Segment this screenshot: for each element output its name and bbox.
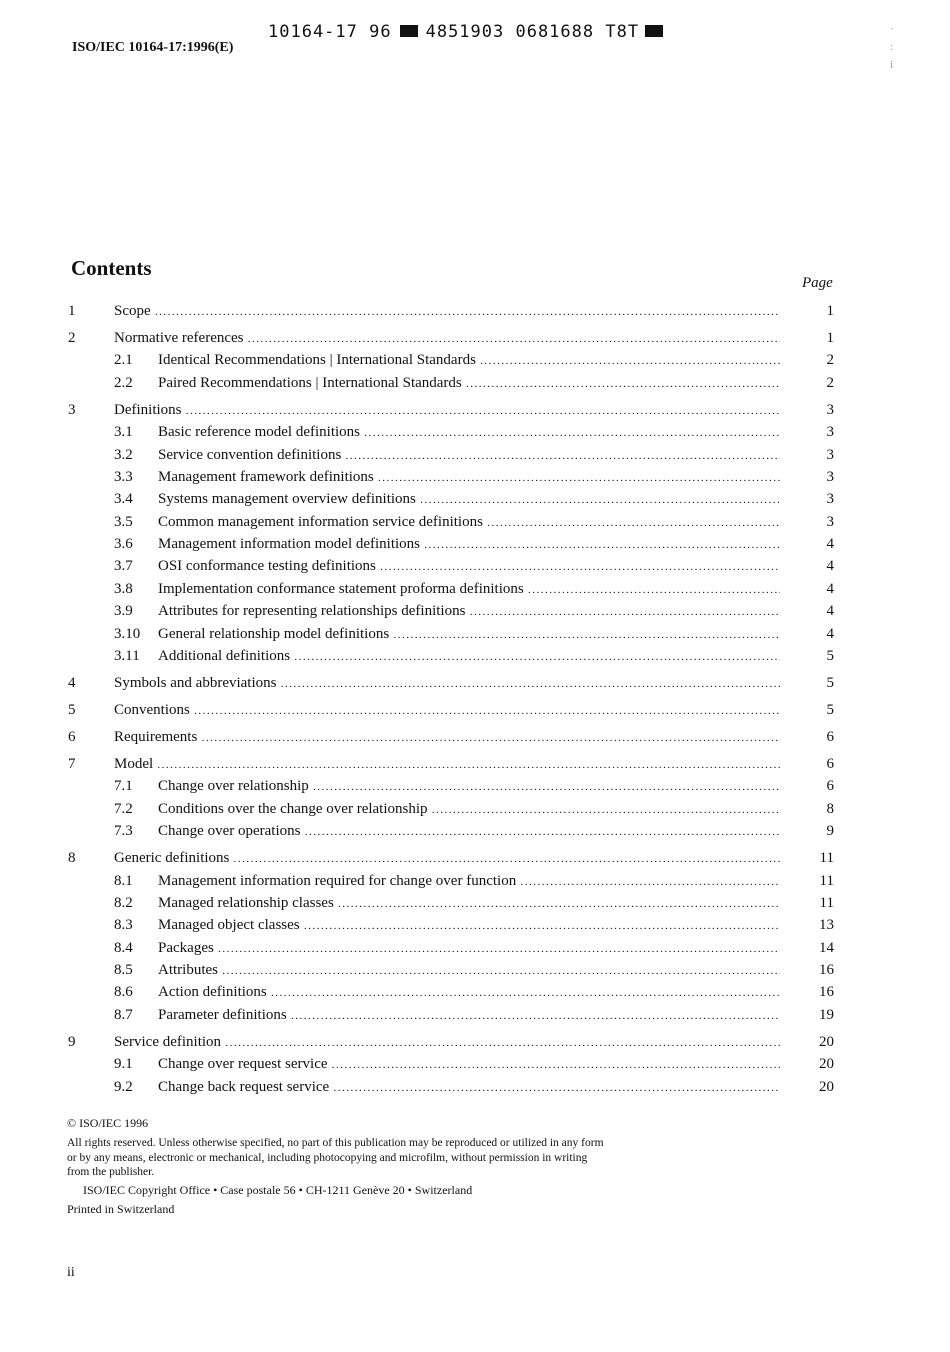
toc-entry[interactable] bbox=[68, 981, 848, 1003]
toc-entry-title: Service definition ..... bbox=[114, 1031, 780, 1054]
toc-entry-number: 3.9 bbox=[114, 603, 133, 620]
toc-entry-page: 16 bbox=[819, 962, 834, 979]
toc-entry-title: Packages ..... bbox=[158, 937, 780, 960]
toc-entry[interactable] bbox=[68, 1076, 848, 1098]
toc-entry-number: 3.6 bbox=[114, 536, 133, 553]
barcode-block bbox=[400, 25, 418, 37]
toc-entry-page: 4 bbox=[826, 603, 834, 620]
toc-entry-page: 6 bbox=[826, 778, 834, 795]
toc-entry[interactable] bbox=[68, 327, 848, 349]
toc-entry-page: 6 bbox=[826, 729, 834, 745]
toc-entry-page: 11 bbox=[819, 872, 834, 889]
toc-entry-title: Parameter definitions ..... bbox=[158, 1004, 780, 1027]
toc-entry-page: 5 bbox=[826, 648, 834, 665]
toc-entry-title: Change over request service ..... bbox=[158, 1053, 780, 1076]
toc-entry-page: 5 bbox=[826, 702, 834, 719]
toc-entry-number: 8.1 bbox=[114, 872, 133, 889]
page-column-label: Page bbox=[802, 275, 833, 291]
toc-entry-page: 3 bbox=[826, 513, 834, 530]
toc-entry[interactable] bbox=[68, 1031, 848, 1053]
toc-entry-page: 19 bbox=[819, 1006, 834, 1023]
toc-entry-title: Managed relationship classes ..... bbox=[158, 892, 780, 915]
toc-entry-page: 11 bbox=[819, 894, 834, 911]
toc-entry-title: Additional definitions ..... bbox=[158, 645, 780, 668]
toc-entry-page: 8 bbox=[826, 800, 834, 817]
toc-entry-title: Management information required for change over function ..... bbox=[158, 870, 780, 893]
barcode-block-end bbox=[645, 25, 663, 37]
toc-entry[interactable] bbox=[68, 726, 848, 748]
toc-entry[interactable] bbox=[68, 870, 848, 892]
toc-entry-number: 3.10 bbox=[114, 625, 141, 642]
toc-entry[interactable] bbox=[68, 798, 848, 820]
toc-entry-page: 1 bbox=[826, 303, 834, 319]
toc-entry-title: General relationship model definitions ..... bbox=[158, 623, 780, 646]
toc-entry-page: 20 bbox=[819, 1056, 834, 1073]
toc-entry[interactable] bbox=[68, 466, 848, 488]
toc-entry-title: Management information model definitions ..... bbox=[158, 533, 780, 556]
toc-entry-title: Attributes for representing relationships definitions ..... bbox=[158, 600, 780, 623]
toc-entry[interactable] bbox=[68, 1004, 848, 1026]
toc-entry-page: 9 bbox=[826, 823, 834, 840]
copyright-line: © ISO/IEC 1996 bbox=[67, 1116, 149, 1130]
toc-entry-number: 5 bbox=[68, 702, 76, 719]
toc-entry-title: Identical Recommendations | International Standards ..... bbox=[158, 349, 780, 372]
contents-heading: Contents bbox=[71, 256, 152, 280]
toc-entry-number: 9 bbox=[68, 1033, 76, 1050]
page-number: ii bbox=[67, 1265, 75, 1280]
toc-entry[interactable] bbox=[68, 372, 848, 394]
toc-entry[interactable] bbox=[68, 488, 848, 510]
toc-entry-number: 9.1 bbox=[114, 1056, 133, 1073]
toc-entry-title: Systems management overview definitions ..... bbox=[158, 488, 780, 511]
toc-entry-title: Conditions over the change over relationship ..... bbox=[158, 798, 780, 821]
toc-entry-page: 4 bbox=[826, 580, 834, 597]
toc-entry[interactable] bbox=[68, 699, 848, 721]
toc-entry-number: 2 bbox=[68, 329, 76, 346]
toc-entry-title: Generic definitions ..... bbox=[114, 847, 780, 870]
toc-entry[interactable] bbox=[68, 555, 848, 577]
toc-entry-title: Service convention definitions ..... bbox=[158, 444, 780, 467]
toc-entry[interactable] bbox=[68, 645, 848, 667]
toc-entry-title: Model ..... bbox=[114, 753, 780, 776]
toc-entry-title: Symbols and abbreviations ..... bbox=[114, 672, 780, 695]
toc-entry[interactable] bbox=[68, 444, 848, 466]
toc-entry-number: 8.7 bbox=[114, 1006, 133, 1023]
toc-entry[interactable] bbox=[68, 578, 848, 600]
toc-entry-number: 8.6 bbox=[114, 984, 133, 1001]
toc-entry-title: Conventions ..... bbox=[114, 699, 780, 722]
toc-entry-number: 6 bbox=[68, 729, 76, 745]
toc-entry-page: 4 bbox=[826, 536, 834, 553]
toc-entry-page: 20 bbox=[819, 1033, 834, 1050]
toc-entry-title: OSI conformance testing definitions ..... bbox=[158, 555, 780, 578]
toc-entry[interactable] bbox=[68, 623, 848, 645]
toc-entry-title: Change back request service ..... bbox=[158, 1076, 780, 1099]
printed-in: Printed in Switzerland bbox=[67, 1202, 175, 1216]
toc-entry[interactable] bbox=[68, 421, 848, 443]
toc-entry-page: 11 bbox=[819, 850, 834, 867]
toc-entry-number: 3.7 bbox=[114, 558, 133, 575]
toc-entry-page: 3 bbox=[826, 424, 834, 441]
toc-entry-number: 2.2 bbox=[114, 374, 133, 391]
toc-entry-number: 7.2 bbox=[114, 800, 133, 817]
toc-entry-title: Normative references ..... bbox=[114, 327, 780, 350]
toc-entry-number: 2.1 bbox=[114, 352, 133, 369]
scan-marks: · : i bbox=[890, 23, 894, 71]
toc-entry-title: Paired Recommendations | International Standards ..... bbox=[158, 372, 780, 395]
toc-entry[interactable] bbox=[68, 600, 848, 622]
toc-entry-title: Attributes ..... bbox=[158, 959, 780, 982]
toc-entry-number: 8.4 bbox=[114, 939, 133, 956]
table-of-contents bbox=[68, 300, 848, 1098]
toc-entry[interactable] bbox=[68, 959, 848, 981]
toc-entry[interactable] bbox=[68, 672, 848, 694]
toc-entry-number: 3.11 bbox=[114, 648, 140, 665]
toc-entry-number: 3.3 bbox=[114, 468, 133, 485]
copyright-office-address: ISO/IEC Copyright Office • Case postale 56 • CH-1211 Genève 20 • Switzerland bbox=[83, 1183, 473, 1197]
toc-entry-page: 14 bbox=[819, 939, 834, 956]
toc-entry[interactable] bbox=[68, 937, 848, 959]
toc-entry[interactable] bbox=[68, 511, 848, 533]
toc-entry-number: 3.8 bbox=[114, 580, 133, 597]
toc-entry[interactable] bbox=[68, 847, 848, 869]
barcode-strip bbox=[268, 22, 663, 42]
toc-entry-number: 1 bbox=[68, 303, 76, 319]
toc-entry-page: 3 bbox=[826, 491, 834, 508]
toc-entry[interactable] bbox=[68, 399, 848, 421]
toc-entry-page: 1 bbox=[826, 329, 834, 346]
barcode-mid-code: 4851903 0681688 T8T bbox=[425, 22, 640, 42]
toc-entry-page: 5 bbox=[826, 675, 834, 692]
toc-entry-title: Common management information service definitions ..... bbox=[158, 511, 780, 534]
toc-entry[interactable] bbox=[68, 775, 848, 797]
toc-entry[interactable] bbox=[68, 820, 848, 842]
toc-entry-page: 16 bbox=[819, 984, 834, 1001]
toc-entry-page: 2 bbox=[826, 352, 834, 369]
toc-entry-number: 8 bbox=[68, 850, 76, 867]
toc-entry[interactable] bbox=[68, 753, 848, 775]
toc-entry-title: Scope ..... bbox=[114, 300, 780, 323]
toc-entry[interactable] bbox=[68, 1053, 848, 1075]
barcode-left-code: 10164-17 96 bbox=[268, 22, 392, 42]
toc-entry-title: Basic reference model definitions ..... bbox=[158, 421, 780, 444]
toc-entry[interactable] bbox=[68, 349, 848, 371]
toc-entry-number: 8.3 bbox=[114, 917, 133, 934]
toc-entry-title: Requirements ..... bbox=[114, 726, 780, 749]
toc-entry-page: 3 bbox=[826, 468, 834, 485]
toc-entry-page: 3 bbox=[826, 401, 834, 418]
toc-entry-number: 7.1 bbox=[114, 778, 133, 795]
rights-notice: All rights reserved. Unless otherwise specified, no part of this publication may be reproduced or utilized in any form or by any means, electronic or mechanical, including photocopying and microfilm, without permission in writing from the publisher. bbox=[67, 1137, 604, 1178]
toc-entry-page: 20 bbox=[819, 1078, 834, 1095]
toc-entry-number: 8.2 bbox=[114, 894, 133, 911]
toc-entry-page: 6 bbox=[826, 755, 834, 772]
toc-entry-title: Managed object classes ..... bbox=[158, 914, 780, 937]
toc-entry-title: Implementation conformance statement proforma definitions ..... bbox=[158, 578, 780, 601]
toc-entry-page: 3 bbox=[826, 446, 834, 463]
toc-entry[interactable] bbox=[68, 533, 848, 555]
toc-entry-number: 9.2 bbox=[114, 1078, 133, 1095]
toc-entry-number: 3.2 bbox=[114, 446, 133, 463]
toc-entry[interactable] bbox=[68, 892, 848, 914]
standard-id: ISO/IEC 10164-17:1996(E) bbox=[72, 40, 234, 55]
toc-entry-number: 3.4 bbox=[114, 491, 133, 508]
toc-entry-number: 3 bbox=[68, 401, 76, 418]
toc-entry-title: Management framework definitions ..... bbox=[158, 466, 780, 489]
toc-entry-title: Change over operations ..... bbox=[158, 820, 780, 843]
toc-entry-number: 4 bbox=[68, 675, 76, 692]
toc-entry-title: Change over relationship ..... bbox=[158, 775, 780, 798]
toc-entry-title: Action definitions ..... bbox=[158, 981, 780, 1004]
toc-entry-number: 8.5 bbox=[114, 962, 133, 979]
toc-entry-page: 2 bbox=[826, 374, 834, 391]
toc-entry-page: 13 bbox=[819, 917, 834, 934]
toc-entry-number: 3.5 bbox=[114, 513, 133, 530]
toc-entry[interactable] bbox=[68, 914, 848, 936]
toc-entry-number: 7 bbox=[68, 755, 76, 772]
toc-entry-page: 4 bbox=[826, 625, 834, 642]
toc-entry-page: 4 bbox=[826, 558, 834, 575]
toc-entry[interactable] bbox=[68, 300, 848, 322]
toc-entry-title: Definitions ..... bbox=[114, 399, 780, 422]
toc-entry-number: 7.3 bbox=[114, 823, 133, 840]
toc-entry-number: 3.1 bbox=[114, 424, 133, 441]
